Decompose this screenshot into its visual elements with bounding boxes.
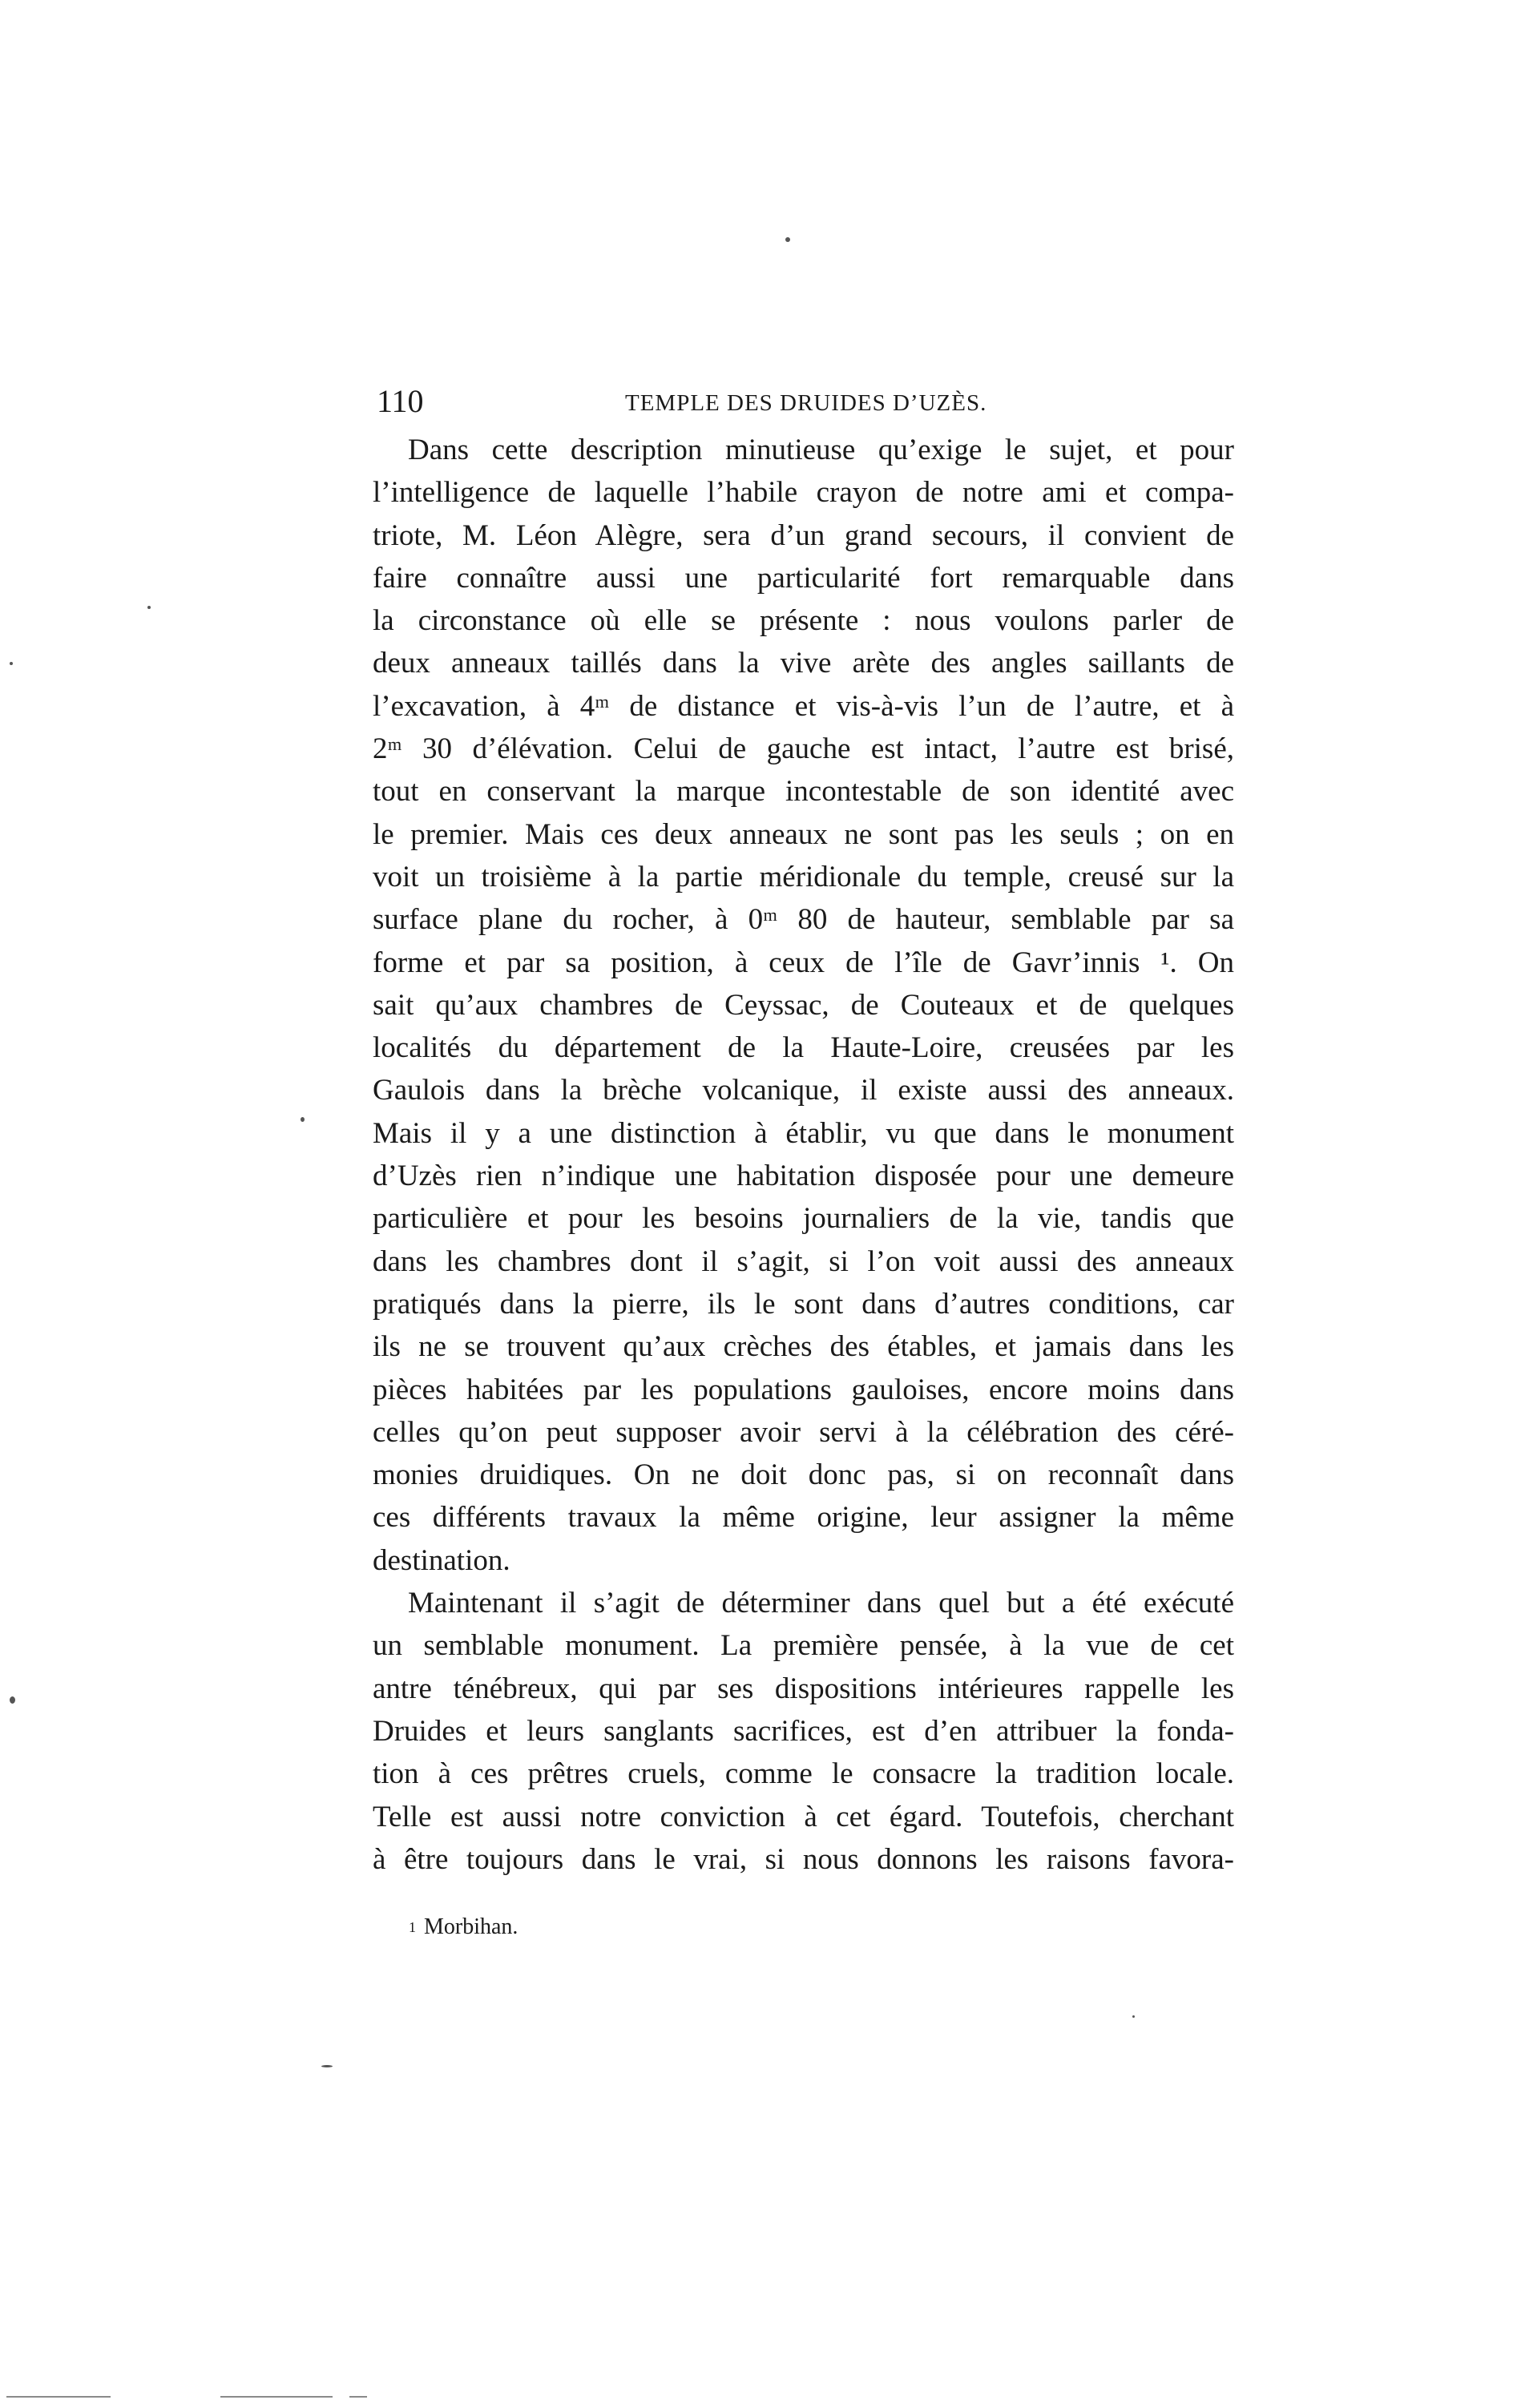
text-line: à être toujours dans le vrai, si nous donnons les raisons favora-: [373, 1842, 1234, 1876]
body-text: [373, 429, 1234, 1881]
text-line: pratiqués dans la pierre, ils le sont dans d’autres conditions, car: [373, 1287, 1234, 1321]
scan-speck: [10, 1696, 15, 1704]
edge-rule: [220, 2396, 333, 2398]
text-line: sait qu’aux chambres de Ceyssac, de Couteaux et de quelques: [373, 988, 1234, 1022]
text-line: la circonstance où elle se présente : nous voulons parler de: [373, 604, 1234, 638]
text-line: Druides et leurs sanglants sacrifices, est d’en attribuer la fonda-: [373, 1714, 1234, 1748]
scan-speck: [147, 606, 151, 609]
text-line: surface plane du rocher, à 0ᵐ 80 de hauteur, semblable par sa: [373, 903, 1234, 937]
text-line: le premier. Mais ces deux anneaux ne sont pas les seuls ; on en: [373, 817, 1234, 851]
text-line: voit un troisième à la partie méridionale du temple, creusé sur la: [373, 860, 1234, 893]
text-line: faire connaître aussi une particularité fort remarquable dans: [373, 561, 1234, 595]
text-line: antre ténébreux, qui par ses dispositions intérieures rappelle les: [373, 1672, 1234, 1705]
scan-speck: [1132, 2015, 1135, 2018]
text-line: monies druidiques. On ne doit donc pas, si on reconnaît dans: [373, 1458, 1234, 1492]
text-line: forme et par sa position, à ceux de l’île de Gavr’innis ¹. On: [373, 946, 1234, 979]
text-line: Mais il y a une distinction à établir, vu que dans le monument: [373, 1116, 1234, 1150]
text-line: ces différents travaux la même origine, leur assigner la même: [373, 1501, 1234, 1535]
footnote-marker: 1: [409, 1919, 416, 1935]
text-line: triote, M. Léon Alègre, sera d’un grand secours, il convient de: [373, 518, 1234, 552]
running-head: [377, 381, 1194, 422]
text-line: tion à ces prêtres cruels, comme le consacre la tradition locale.: [373, 1757, 1234, 1791]
text-line: particulière et pour les besoins journaliers de la vie, tandis que: [373, 1202, 1234, 1236]
text-line: Maintenant il s’agit de déterminer dans quel but a été exécuté: [408, 1587, 1234, 1620]
text-line: l’excavation, à 4ᵐ de distance et vis-à-vis l’un de l’autre, et à: [373, 689, 1234, 723]
edge-rule: [349, 2396, 367, 2398]
text-line: d’Uzès rien n’indique une habitation disposée pour une demeure: [373, 1160, 1234, 1193]
text-line: Gaulois dans la brèche volcanique, il existe aussi des anneaux.: [373, 1074, 1234, 1107]
text-line: 2ᵐ 30 d’élévation. Celui de gauche est intact, l’autre est brisé,: [373, 732, 1234, 766]
text-line: ils ne se trouvent qu’aux crèches des étables, et jamais dans les: [373, 1330, 1234, 1364]
text-line: Dans cette description minutieuse qu’exige le sujet, et pour: [408, 434, 1234, 466]
text-line: pièces habitées par les populations gauloises, encore moins dans: [373, 1373, 1234, 1406]
running-title: TEMPLE DES DRUIDES D’UZÈS.: [625, 390, 987, 416]
text-line: deux anneaux taillés dans la vive arète des angles saillants de: [373, 647, 1234, 680]
text-line: localités du département de la Haute-Loire, creusées par les: [373, 1031, 1234, 1065]
scan-speck: [321, 2065, 333, 2067]
footnote-text: Morbihan.: [424, 1914, 518, 1939]
page-number: 110: [377, 383, 424, 419]
text-line: un semblable monument. La première pensée, à la vue de cet: [373, 1629, 1234, 1663]
text-line: tout en conservant la marque incontestable de son identité avec: [373, 775, 1234, 809]
text-line: Telle est aussi notre conviction à cet égard. Toutefois, cherchant: [373, 1800, 1234, 1833]
text-line: destination.: [373, 1543, 510, 1577]
text-line: l’intelligence de laquelle l’habile crayon de notre ami et compa-: [373, 476, 1234, 510]
scan-speck: [785, 237, 790, 242]
text-line: celles qu’on peut supposer avoir servi à la célébration des céré-: [373, 1415, 1234, 1449]
scan-speck: [10, 662, 13, 665]
edge-rule: [6, 2396, 111, 2398]
scan-speck: [301, 1117, 305, 1122]
footnote: [409, 1913, 518, 1942]
text-line: dans les chambres dont il s’agit, si l’on voit aussi des anneaux: [373, 1244, 1234, 1278]
